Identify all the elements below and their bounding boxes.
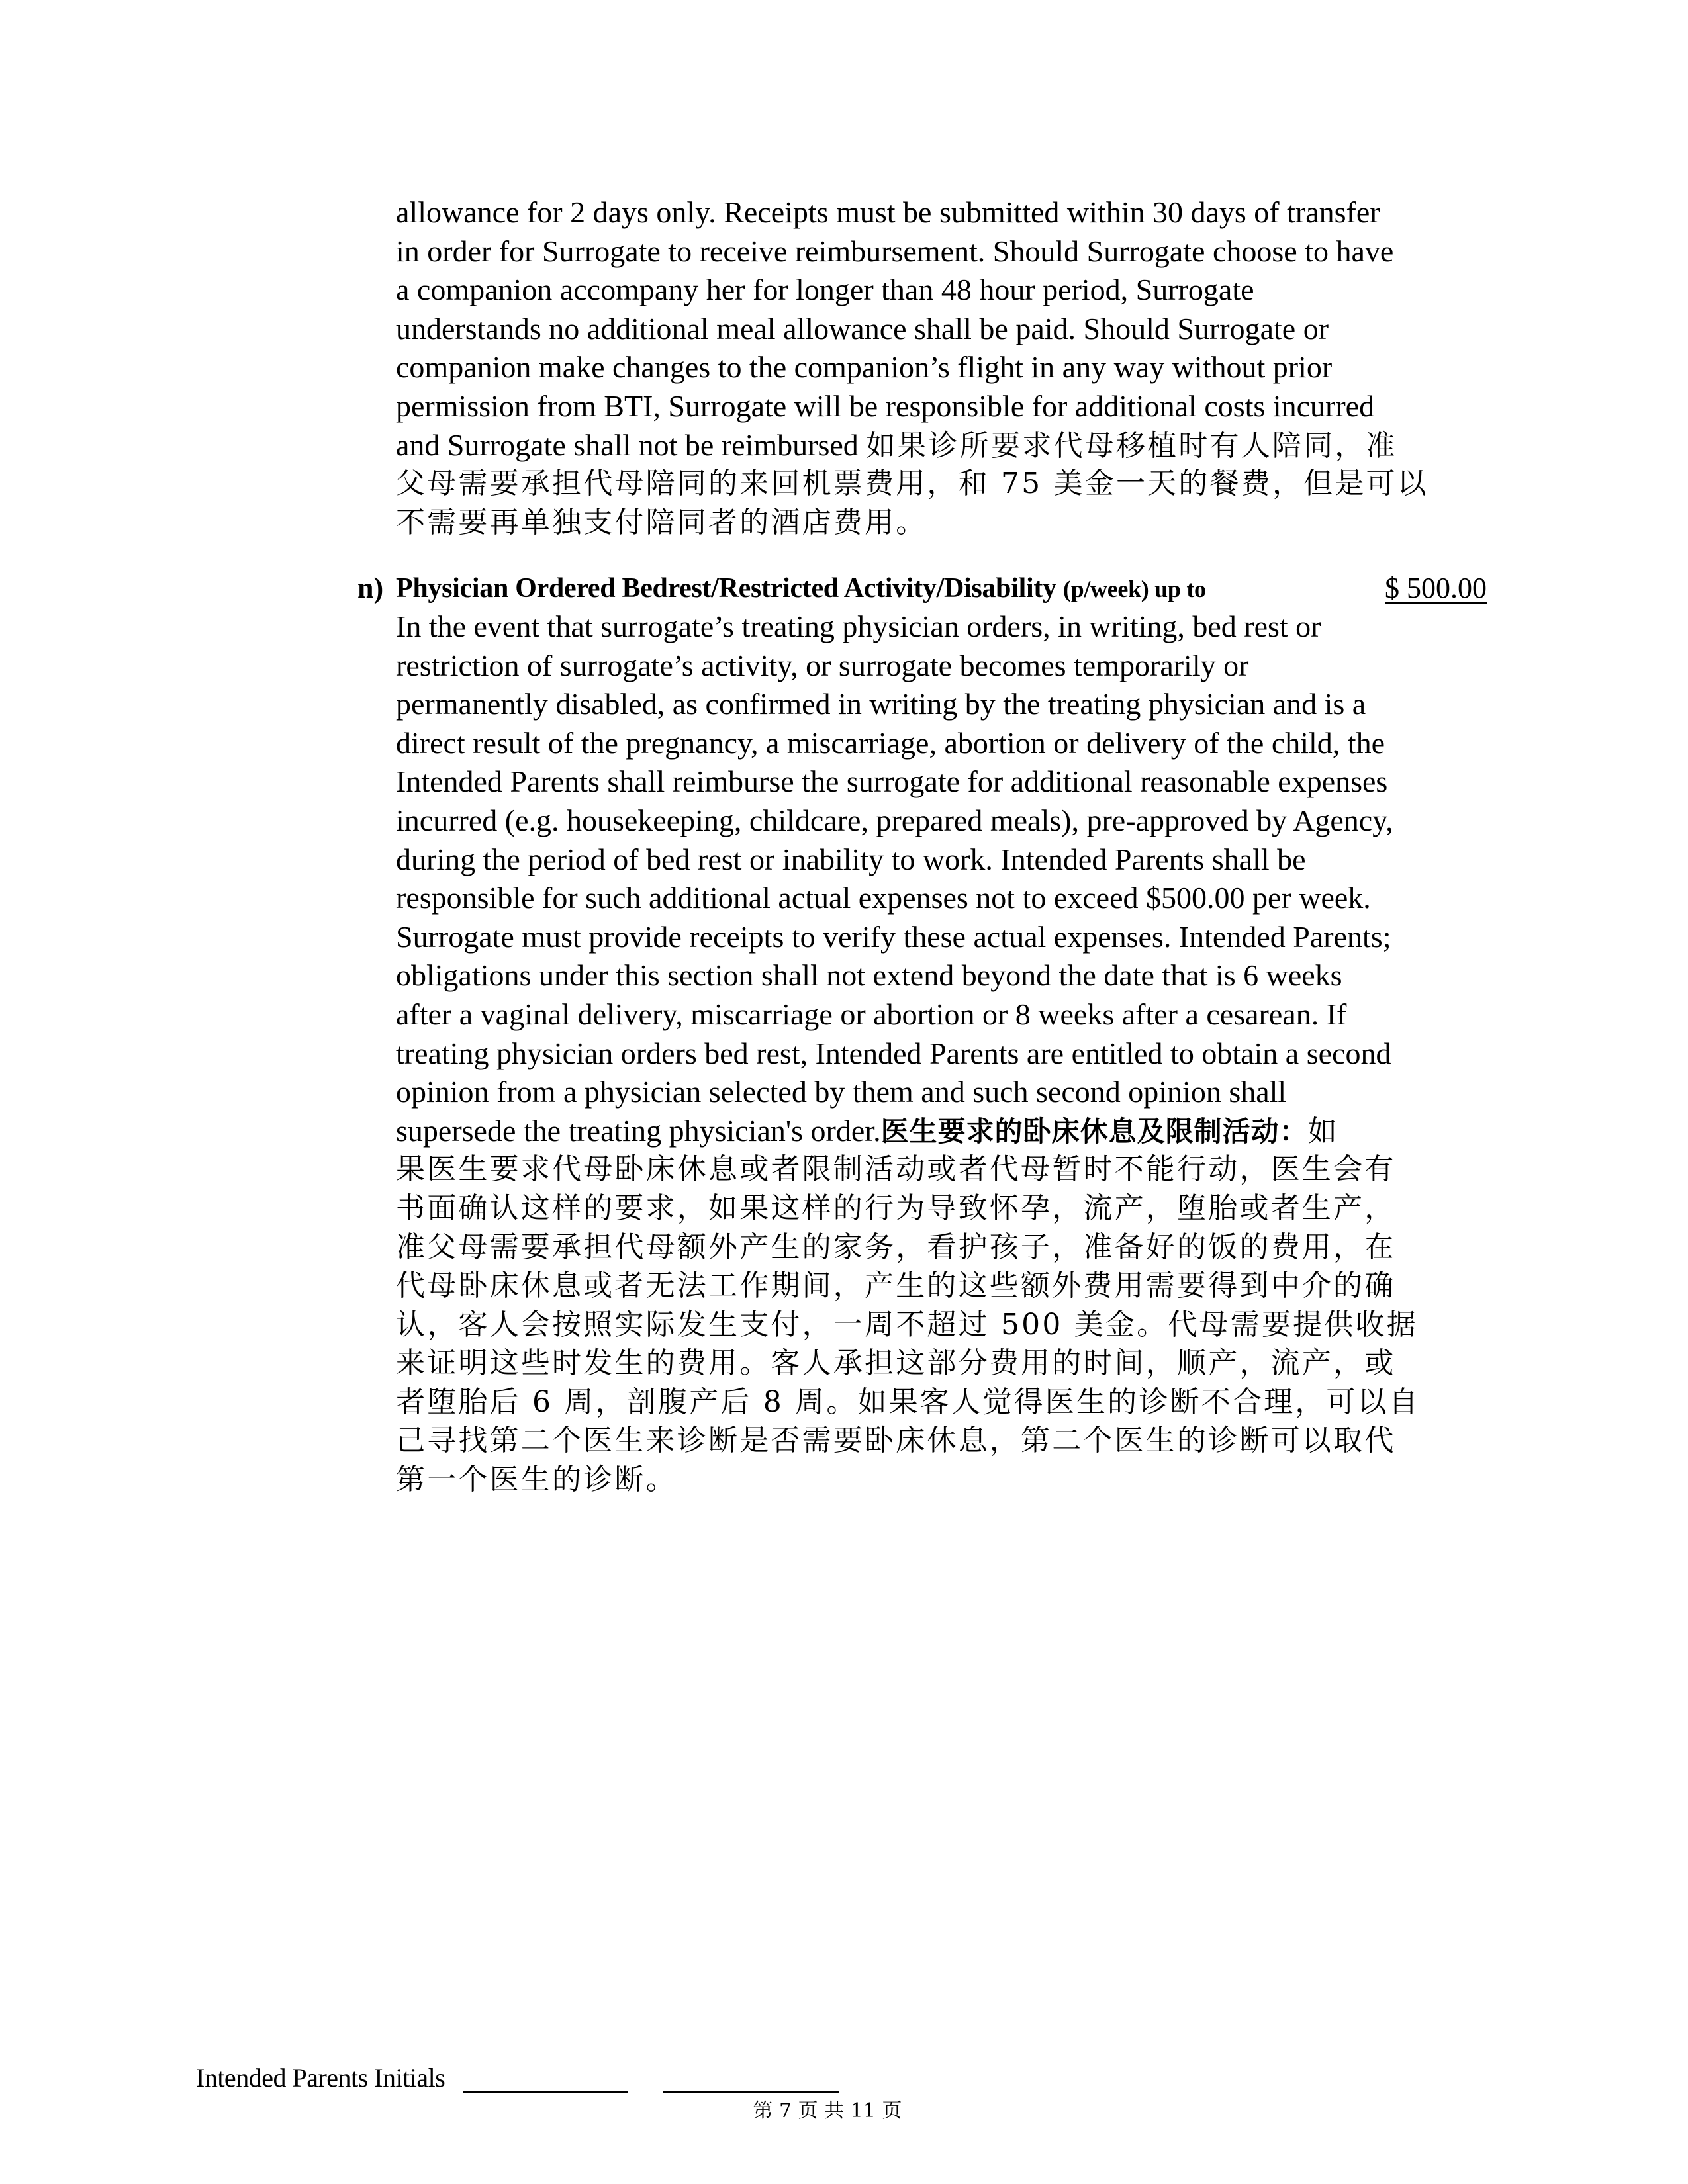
text-line: direct result of the pregnancy, a miscarriage, abortion or delivery of the child, the [396,725,1385,760]
text-line: after a vaginal delivery, miscarriage or abortion or 8 weeks after a cesarean. If [396,997,1347,1031]
section-title-text: Physician Ordered Bedrest/Restricted Activity/Disability [396,573,1056,604]
text-line: responsible for such additional actual expenses not to exceed $500.00 per week. [396,881,1371,915]
text-line: Intended Parents shall reimburse the surrogate for additional reasonable expenses [396,764,1388,799]
section-n-body [396,608,1487,1500]
chinese-text-line: 第一个医生的诊断。 [396,1463,677,1497]
chinese-text-line: 父母需要承担代母陪同的来回机票费用，和 75 美金一天的餐费，但是可以 [396,467,1429,501]
text-line: in order for Surrogate to receive reimbursement. Should Surrogate choose to have [396,234,1394,268]
text-line: companion make changes to the companion’s flight in any way without prior [396,350,1333,385]
text-line: In the event that surrogate’s treating physician orders, in writing, bed rest or [396,610,1321,643]
text-line: permission from BTI, Surrogate will be responsible for additional costs incurred [396,388,1375,423]
chinese-text-line: 者堕胎后 6 周，剖腹产后 8 周。如果客人觉得医生的诊断不合理，可以自 [396,1385,1421,1419]
chinese-text-line: 准父母需要承担代母额外产生的家务，看护孩子，准备好的饭的费用，在 [396,1230,1396,1264]
chinese-bold-heading: 医生要求的卧床休息及限制活动： [880,1115,1308,1148]
section-title-suffix: (p/week) up to [1062,576,1206,602]
text-line: Surrogate must provide receipts to verify these actual expenses. Intended Parents; [396,919,1391,954]
text-line: understands no additional meal allowance shall be paid. Should Surrogate or [396,311,1329,345]
text-line: incurred (e.g. housekeeping, childcare, prepared meals), pre-approved by Agency, [396,803,1393,837]
text-line: obligations under this section shall not extend beyond the date that is 6 weeks [396,958,1342,993]
chinese-text: 如 [1307,1114,1339,1148]
mixed-text-line [396,426,1487,465]
text-line: permanently disabled, as confirmed in writing by the treating physician and is a [396,687,1366,721]
chinese-text-line: 认，客人会按照实际发生支付，一周不超过 500 美金。代母需要提供收据 [396,1307,1418,1342]
section-n-heading [357,569,1487,608]
text-line: a companion accompany her for longer than 48 hour period, Surrogate [396,273,1254,307]
text-line: treating physician orders bed rest, Intended Parents are entitled to obtain a second [396,1036,1391,1070]
chinese-text-line: 来证明这些时发生的费用。客人承担这部分费用的时间，顺产，流产，或 [396,1346,1396,1381]
chinese-text-line: 书面确认这样的要求，如果这样的行为导致怀孕，流产，堕胎或者生产， [396,1191,1396,1225]
page-number: 第 7 页 共 11 页 [753,2099,902,2122]
chinese-text-line: 果医生要求代母卧床休息或者限制活动或者代母暂时不能行动，医生会有 [396,1152,1396,1187]
mixed-text-line [396,1112,1487,1151]
text-line: opinion from a physician selected by them and such second opinion shall [396,1075,1287,1109]
initials-label: Intended Parents Initials [196,2063,445,2093]
chinese-text-line: 不需要再单独支付陪同者的酒店费用。 [396,505,927,539]
text-line: during the period of bed rest or inability to work. Intended Parents shall be [396,842,1306,876]
initials-signature-line-2[interactable] [663,2091,839,2093]
chinese-text: 如果诊所要求代母移植时有人陪同，准 [866,428,1397,463]
initials-signature-line-1[interactable] [463,2091,628,2093]
continuation-paragraph [396,193,1487,542]
text-line: restriction of surrogate’s activity, or surrogate becomes temporarily or [396,648,1249,682]
section-amount: $ 500.00 [1385,572,1487,604]
section-marker: n) [357,572,384,604]
text-line: allowance for 2 days only. Receipts must be submitted within 30 days of transfer [396,195,1380,229]
english-text: supersede the treating physician's order. [396,1113,881,1148]
english-text: and Surrogate shall not be reimbursed [396,428,867,462]
chinese-text-line: 代母卧床休息或者无法工作期间，产生的这些额外费用需要得到中介的确 [396,1269,1396,1303]
section-title [396,569,1206,608]
chinese-text-line: 己寻找第二个医生来诊断是否需要卧床休息，第二个医生的诊断可以取代 [396,1424,1396,1458]
